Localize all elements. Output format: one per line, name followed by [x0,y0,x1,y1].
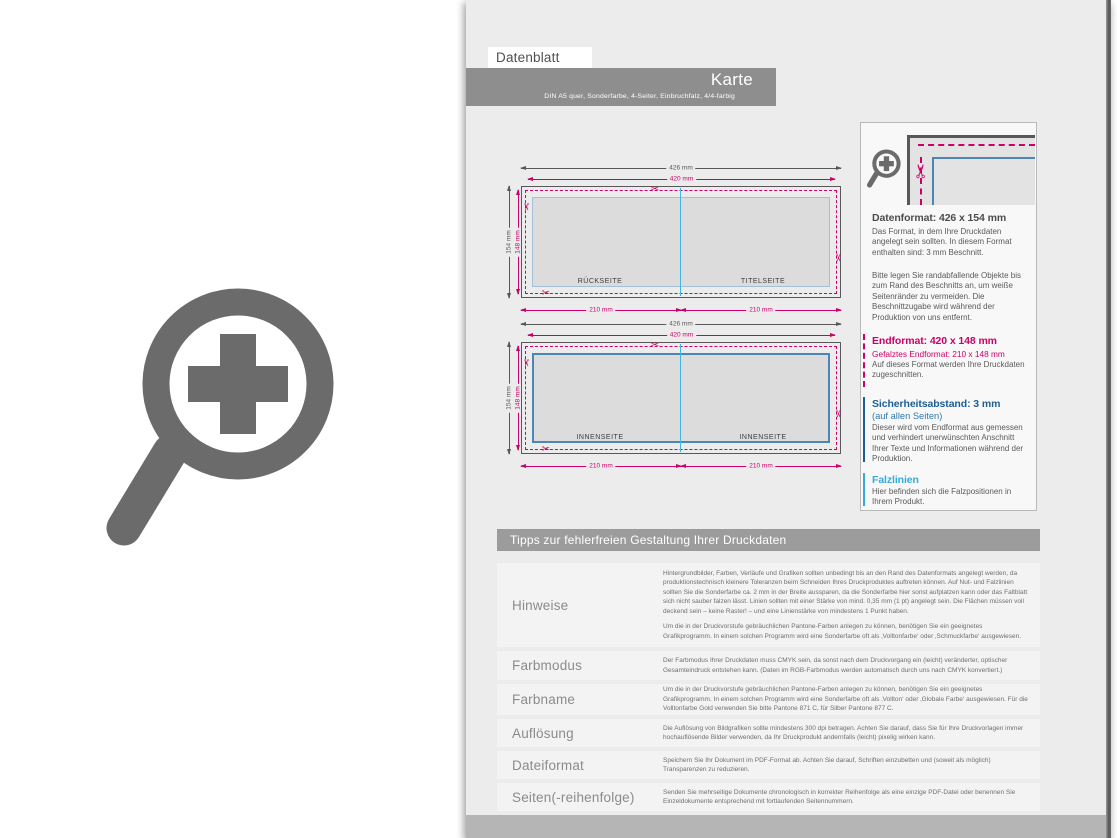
table-row-hinweise [497,563,1040,647]
detail-safety-line [932,157,1035,205]
dim-label: 210 mm [586,306,615,313]
product-subtitle: DIN A5 quer, Sonderfarbe, 4-Seiter, Einbruchfalz, 4/4-farbig [544,93,735,100]
diagram-inner-spread [505,316,850,472]
table-row-aufloesung [497,719,1040,747]
dim-label: 154 mm [505,227,512,256]
row-body [663,719,1032,747]
row-paragraph: Der Farbmodus Ihrer Druckdaten muss CMYK sein, da sonst nach dem Druckvorgang ein (leicht) veränderter, optischer Gesamteindruck entstehen kann. (Daten im RGB-Farbmodus werden automatisch durch uns nach CMYK konvertiert.) [663,657,1008,674]
row-body [663,783,1032,811]
safety-area [532,197,830,287]
scissors-icon: ✂ [911,163,933,179]
row-body [663,563,1032,647]
datenblatt-tab [488,47,592,68]
dim-label: 426 mm [666,164,695,171]
row-paragraph: Die Auflösung von Bildgrafiken sollte mindestens 300 dpi betragen. Achten Sie darauf, dass Sie für Ihre Druckvorlagen immer hochauflösende Bilder verwenden, da Ihr Druckprodukt andernfalls (leicht) pixelig wirken kann. [663,724,1024,741]
page-label-right: TITELSEITE [740,278,786,285]
dim-label: 210 mm [586,462,615,469]
endformat-title: Endformat: 420 x 148 mm [872,335,997,347]
row-label: Dateiformat [512,757,584,773]
datenformat-text-2: Bitte legen Sie randabfallende Objekte bis zum Rand des Beschnitts an, um weiße Seitenränder zu vermeiden. Die Beschnittzugabe wird während der Produktion von uns entfernt. [872,271,1021,322]
dim-label: 210 mm [746,462,775,469]
dim-label: 426 mm [666,320,695,327]
corner-detail-illustration [862,133,1035,205]
falzlinien-marker-line [863,473,865,506]
endformat-text: Auf dieses Format werden Ihre Druckdaten zugeschnitten. [872,360,1025,380]
dim-label: 148 mm [514,383,521,412]
detail-cut-line-h [918,144,1035,146]
row-label: Farbname [512,692,576,707]
dim-label: 420 mm [667,331,696,338]
product-title-bar [466,68,776,106]
scissors-icon: ✂ [520,358,531,368]
table-row-farbname [497,684,1040,715]
diagram-outer-spread [505,160,850,316]
row-body [663,684,1032,715]
scissors-icon: ✂ [541,444,551,455]
row-paragraph: Hintergrundbilder, Farben, Verläufe und Grafiken sollten unbedingt bis an den Rand des Datenformats angelegt werden, da produktionstechnisch kleinere Toleranzen beim Schneiden Ihres Druckproduktes auftreten können. Auf Nut- und Falzlinien sollten Sie die Sonderfarbe ca. 2 mm in der Breite aussparen, da die Sonderfarbe hier sonst aufplatzen kann oder das Faltblatt sich nicht sauber falzen lässt. Linien sollten mit einer Stärke von mind. 0,35 mm (1 pt) angelegt sein. Die Flächen müssen voll deckend sein – keine Raster! – und eine Linienstärke von mindestens 1 Punkt haben. [663,570,1028,615]
scissors-icon: ✂ [520,202,531,212]
row-label: Hinweise [512,597,569,613]
sicherheitsabstand-subtitle: (auf allen Seiten) [872,411,943,421]
datenformat-title: Datenformat: 426 x 154 mm [872,212,1007,224]
tips-title: Tipps zur fehlerfreien Gestaltung Ihrer Druckdaten [510,533,787,547]
row-label: Seiten(-reihenfolge) [512,789,635,805]
endformat-marker-line [863,334,865,387]
tab-label: Datenblatt [496,50,560,65]
table-row-seitenreihenfolge [497,783,1040,811]
dim-label: 420 mm [667,175,696,182]
format-info-panel [860,122,1037,511]
table-row-dateiformat [497,751,1040,779]
page-label-left: INNENSEITE [576,434,624,441]
magnifier-plus-icon [866,148,906,190]
sicherheitsabstand-title: Sicherheitsabstand: 3 mm [872,398,1001,410]
tips-header [497,529,1040,551]
falzlinien-title: Falzlinien [872,474,919,486]
falzlinien-text: Hier befinden sich die Falzpositionen in Ihrem Produkt. [872,487,1012,507]
scissors-icon: ✂ [650,184,660,195]
product-title: Karte [710,70,753,89]
datasheet-panel [466,0,1111,838]
footer-bar [466,815,1111,838]
row-body [663,651,1032,680]
dim-label: 154 mm [505,383,512,412]
table-row-farbmodus [497,651,1040,680]
scissors-icon: ✂ [832,253,843,263]
dim-label: 148 mm [514,227,521,256]
row-body [663,751,1032,779]
sicherheitsabstand-marker-line [863,397,865,462]
scissors-icon: ✂ [541,288,551,299]
row-paragraph: Senden Sie mehrseitige Dokumente chronologisch in korrekter Reihenfolge als eine einzige PDF-Datei oder benennen Sie Einzeldokumente entsprechend mit fortlaufenden Seitennummern. [663,788,1016,805]
fold-line [680,344,681,452]
endformat-subtitle: Gefalztes Endformat: 210 x 148 mm [872,349,1005,359]
safety-area [532,353,830,443]
page-label-right: INNENSEITE [739,434,787,441]
row-label: Auflösung [512,725,574,741]
page-label-left: RÜCKSEITE [577,278,623,285]
row-paragraph: Um die in der Druckvorstufe gebräuchlichen Pantone-Farben anlegen zu können, benötigen Sie ein geeignetes Grafikprogramm. In einem solchen Programm wird eine Sonderfarbe oft als ‚Vollton‘ oder ‚Globale Farbe‘ ausgewiesen. Für die Volltonfarbe Gold verwenden Sie bitte Pantone 871 C, für Silber Pantone 877 C. [663,686,1028,713]
page-edge [1106,0,1111,838]
scissors-icon: ✂ [650,340,660,351]
row-paragraph: Speichern Sie Ihr Dokument im PDF-Format ab. Achten Sie darauf, Schriften einzubetten und (soweit als möglich) Transparenzen zu reduzieren. [663,756,991,773]
row-label: Farbmodus [512,658,583,673]
zoom-plus-icon[interactable] [100,280,370,560]
sicherheitsabstand-text: Dieser wird vom Endformat aus gemessen und verhindert unerwünschten Anschnitt Ihrer Texte und Informationen während der Produktion. [872,423,1024,464]
row-paragraph: Um die in der Druckvorstufe gebräuchlichen Pantone-Farben anlegen zu können, benötigen Sie ein geeignetes Grafikprogramm. In einem solchen Programm wird eine Sonderfarbe oft als ‚Volltonfarbe‘ oder ‚Schmuckfarbe‘ ausgewiesen. [663,623,1022,640]
datenformat-text-1: Das Format, in dem Ihre Druckdaten angelegt sein sollten. In diesem Format enthalten sind: 3 mm Beschnitt. [872,227,1012,257]
fold-line [680,188,681,296]
scissors-icon: ✂ [832,409,843,419]
dim-label: 210 mm [746,306,775,313]
